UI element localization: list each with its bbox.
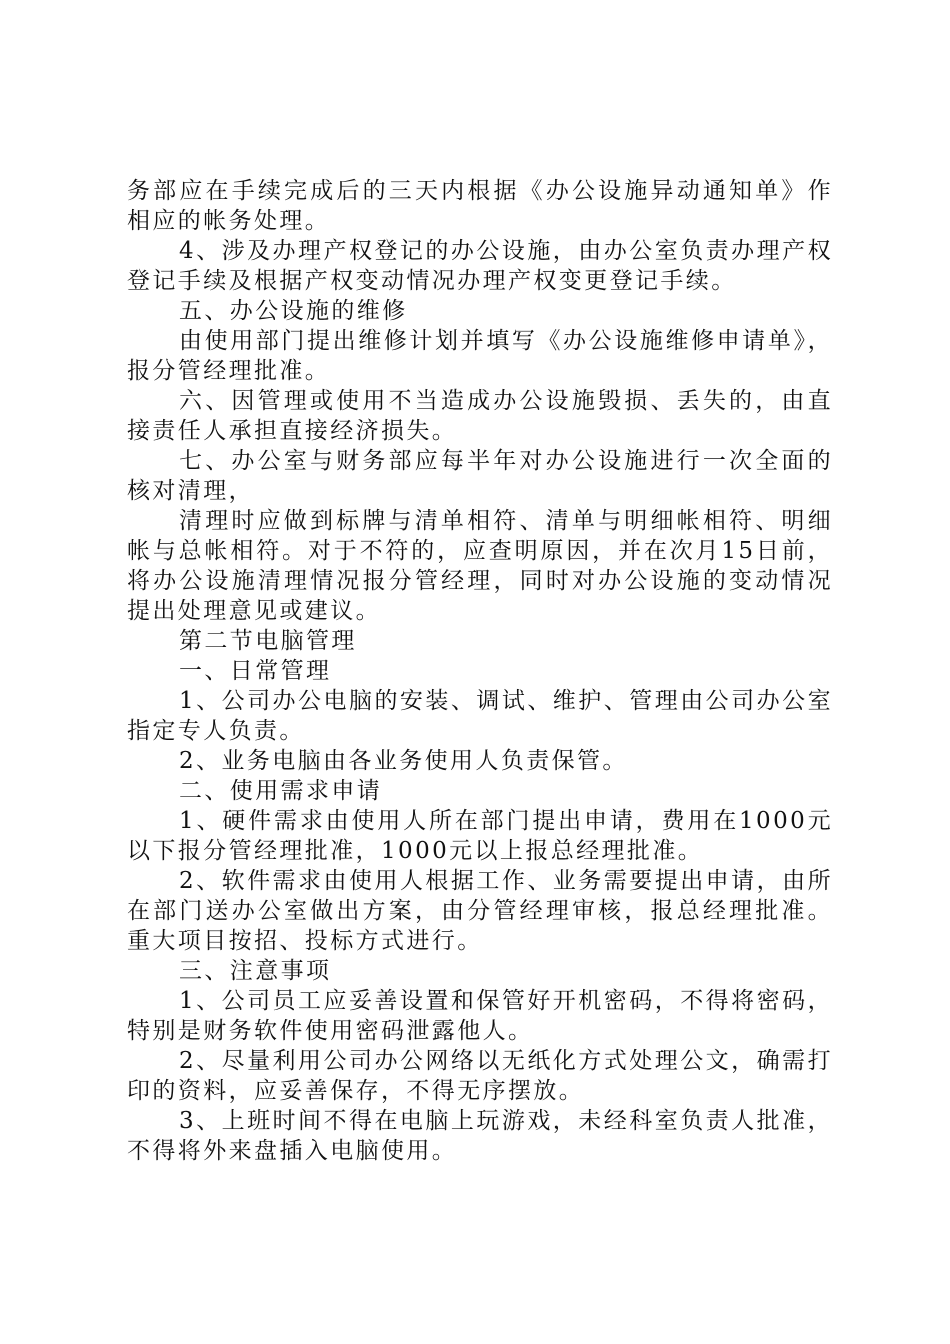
paragraph-inventory-requirements: 清理时应做到标牌与清单相符、清单与明细帐相符、明细帐与总帐相符。对于不符的，应查明原因，并在次月15日前，将办公设施清理情况报分管经理，同时对办公设施的变动情况提出处理意见或建议。 — [127, 508, 833, 624]
paragraph-precaution-item-3: 3、上班时间不得在电脑上玩游戏，未经科室负责人批准，不得将外来盘插入电脑使用。 — [127, 1108, 833, 1164]
document-body — [127, 176, 833, 1166]
paragraph-continuation: 务部应在手续完成后的三天内根据《办公设施异动通知单》作相应的帐务处理。 — [127, 178, 833, 234]
section-heading-maintenance: 五、办公设施的维修 — [179, 298, 408, 324]
paragraph-maintenance: 由使用部门提出维修计划并填写《办公设施维修申请单》，报分管经理批准。 — [127, 328, 833, 384]
paragraph-daily-item-1: 1、公司办公电脑的安装、调试、维护、管理由公司办公室指定专人负责。 — [127, 688, 833, 744]
paragraph-precaution-item-2: 2、尽量利用公司办公网络以无纸化方式处理公文，确需打印的资料，应妥善保存，不得无序摆放。 — [127, 1048, 833, 1104]
paragraph-request-item-2: 2、软件需求由使用人根据工作、业务需要提出申请，由所在部门送办公室做出方案，由分管经理审核，报总经理批准。重大项目按招、投标方式进行。 — [127, 868, 833, 954]
section-heading-usage-requests: 二、使用需求申请 — [179, 778, 383, 804]
paragraph-item-4-property-registration: 4、涉及办理产权登记的办公设施，由办公室负责办理产权登记手续及根据产权变动情况办理产权变更登记手续。 — [127, 238, 833, 294]
paragraph-section-7-inventory: 七、办公室与财务部应每半年对办公设施进行一次全面的核对清理， — [127, 448, 833, 504]
paragraph-section-6-liability: 六、因管理或使用不当造成办公设施毁损、丢失的，由直接责任人承担直接经济损失。 — [127, 388, 833, 444]
paragraph-daily-item-2: 2、业务电脑由各业务使用人负责保管。 — [179, 748, 628, 774]
chapter-heading-computer-management: 第二节电脑管理 — [179, 628, 357, 654]
paragraph-precaution-item-1: 1、公司员工应妥善设置和保管好开机密码，不得将密码，特别是财务软件使用密码泄露他人。 — [127, 988, 833, 1044]
paragraph-request-item-1: 1、硬件需求由使用人所在部门提出申请，费用在1000元以下报分管经理批准，1000元以上报总经理批准。 — [127, 808, 833, 864]
section-heading-precautions: 三、注意事项 — [179, 958, 332, 984]
section-heading-daily-management: 一、日常管理 — [179, 658, 332, 684]
